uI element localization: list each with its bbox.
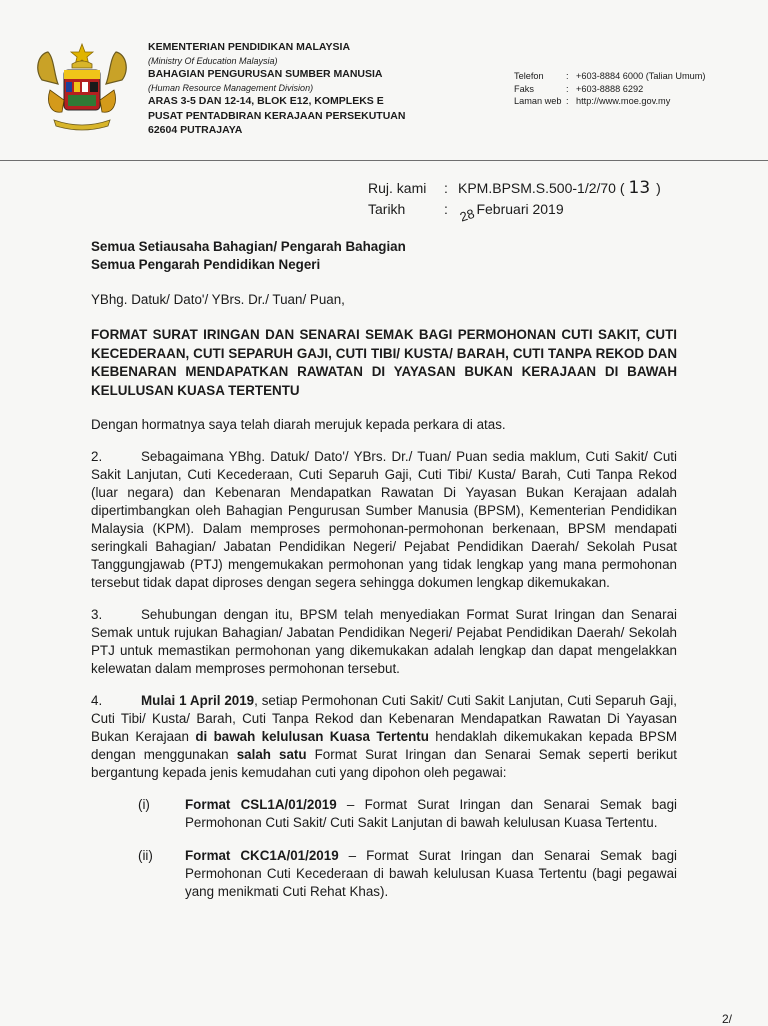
paragraph-text: hendaklah dikemukakan kepada BPSM dengan menggunakan bbox=[91, 729, 677, 762]
contact-separator: : bbox=[566, 96, 569, 106]
address-line-3: 62604 PUTRAJAYA bbox=[148, 124, 243, 136]
paragraph-text: , setiap Permohonan Cuti Sakit/ Cuti Sakit Lanjutan, Cuti Separuh Gaji, Cuti Tibi/ Kusta/ Barah, Cuti Tanpa Rekod dan Kebenaran Mendapatkan Rawatan Di Yayasan Bukan Kerajaan bbox=[91, 693, 677, 744]
effective-date: Mulai 1 April 2019 bbox=[141, 693, 255, 708]
contact-label: Laman web bbox=[514, 96, 562, 106]
letterhead-address bbox=[148, 40, 508, 138]
format-description: – Format Surat Iringan dan Senarai Semak bagi Permohonan Cuti Kecederaan di bawah kelulusan Kuasa Tertentu (bagi pegawai yang menikmati Cuti Rehat Khas). bbox=[185, 848, 678, 899]
salutation: YBhg. Datuk/ Dato'/ YBrs. Dr./ Tuan/ Puan, bbox=[91, 292, 345, 307]
list-item-number: (ii) bbox=[138, 848, 153, 863]
list-item-number: (i) bbox=[138, 797, 150, 812]
contact-label: Faks bbox=[514, 83, 534, 94]
letter-body bbox=[91, 238, 677, 916]
date-label: Tarikh bbox=[368, 201, 406, 217]
address-line-2: PUSAT PENTADBIRAN KERAJAAN PERSEKUTUAN bbox=[148, 109, 406, 122]
addressee-line: Semua Setiausaha Bahagian/ Pengarah Bahagian bbox=[91, 239, 406, 254]
paragraph-text: Format Surat Iringan dan Senarai Semak seperti berikut bergantung kepada jenis kemudahan cuti yang dipohon oleh pegawai: bbox=[91, 747, 677, 780]
paragraph-text: Sebagaimana YBhg. Datuk/ Dato'/ YBrs. Dr./ Tuan/ Puan sedia maklum, Cuti Sakit/ Cuti Sakit Lanjutan, Cuti Kecederaan, Cuti Separuh Gaji, Cuti Tibi/ Kusta/ Barah, Cuti Tanpa Rekod (luar negara) dan Kebenaran Mendapatkan Rawatan Di Yayasan Bukan Kerajaan adalah dipertimbangkan oleh Bahagian Pengurusan Sumber Manusia (BPSM), Kementerian Pendidikan Malaysia (KPM). Dalam memproses permohonan-permohonan berkenaan, BPSM mendapati seringkali Bahagian/ Jabatan Pendidikan Negeri/ Pejabat Pendidikan Daerah/ Sekolah Pusat Tanggungjawab (PTJ) mengemukakan permohonan yang tidak lengkap yang mana permohonan tersebut tidak dapat diproses dengan segera sehingga dokumen lengkap dikemukakan. bbox=[91, 449, 677, 590]
letterhead-divider bbox=[0, 160, 768, 161]
emphasis-one-of: salah satu bbox=[236, 747, 307, 762]
reference-block bbox=[368, 178, 661, 225]
letter-subject: FORMAT SURAT IRINGAN DAN SENARAI SEMAK BAGI PERMOHONAN CUTI SAKIT, CUTI KECEDERAAN, CUTI SEPARUH GAJI, CUTI TIBI/ KUSTA/ BARAH, CUTI TANPA REKOD DAN KEBENARAN MENDAPATKAN RAWATAN DI YAYASAN BUKAN KERAJAAN DI BAWAH KELULUSAN KUASA TERTENTU bbox=[91, 327, 677, 398]
contact-website bbox=[514, 95, 764, 108]
reference-row bbox=[368, 178, 661, 199]
paragraph-number: 3. bbox=[91, 607, 103, 622]
reference-close: ) bbox=[656, 180, 661, 196]
list-item bbox=[91, 796, 677, 832]
paragraph-3 bbox=[91, 606, 677, 678]
addressee bbox=[91, 238, 677, 274]
opening-paragraph: Dengan hormatnya saya telah diarah merujuk kepada perkara di atas. bbox=[91, 417, 506, 432]
format-code: Format CKC1A/01/2019 bbox=[185, 848, 339, 863]
paragraph-2 bbox=[91, 448, 677, 592]
division-name-en: (Human Resource Management Division) bbox=[148, 82, 314, 93]
addressee-line: Semua Pengarah Pendidikan Negeri bbox=[91, 257, 321, 272]
contact-fax bbox=[514, 83, 764, 96]
ministry-name-en: (Ministry Of Education Malaysia) bbox=[148, 55, 278, 66]
list-item bbox=[91, 847, 677, 901]
page-continuation-mark: 2/ bbox=[722, 1012, 733, 1026]
reference-separator: : bbox=[444, 180, 448, 196]
date-row bbox=[368, 199, 661, 225]
format-code: Format CSL1A/01/2019 bbox=[185, 797, 337, 812]
division-name: BAHAGIAN PENGURUSAN SUMBER MANUSIA bbox=[148, 68, 383, 80]
paragraph-number: 2. bbox=[91, 449, 103, 464]
contact-separator: : bbox=[566, 71, 569, 81]
contact-value: +603-8888 6292 bbox=[576, 83, 644, 94]
format-description: – Format Surat Iringan dan Senarai Semak bagi Permohonan Cuti Sakit/ Cuti Sakit Lanjutan di bawah kelulusan Kuasa Tertentu. bbox=[185, 797, 677, 830]
contact-value: http://www.moe.gov.my bbox=[576, 96, 671, 106]
contact-label: Telefon bbox=[514, 71, 544, 81]
contact-info bbox=[514, 70, 764, 108]
format-list bbox=[91, 796, 677, 901]
paragraph-4 bbox=[91, 692, 677, 782]
authority-clause: di bawah kelulusan Kuasa Tertentu bbox=[195, 729, 429, 744]
paragraph-number: 4. bbox=[91, 693, 103, 708]
reference-label: Ruj. kami bbox=[368, 180, 427, 196]
ministry-name: KEMENTERIAN PENDIDIKAN MALAYSIA bbox=[148, 41, 351, 53]
date-value: Februari 2019 bbox=[476, 201, 564, 217]
list-item-text bbox=[185, 796, 677, 832]
handwritten-reference-number: 13 bbox=[628, 178, 651, 198]
coat-of-arms-logo bbox=[28, 40, 136, 136]
address-line-1: ARAS 3-5 DAN 12-14, BLOK E12, KOMPLEKS E bbox=[148, 95, 384, 107]
list-item-text bbox=[185, 847, 677, 901]
contact-phone bbox=[514, 70, 764, 83]
reference-value: KPM.BPSM.S.500-1/2/70 ( bbox=[458, 180, 625, 196]
contact-separator: : bbox=[566, 83, 569, 94]
date-separator: : bbox=[444, 201, 448, 217]
contact-value: +603-8884 6000 (Talian Umum) bbox=[576, 71, 706, 81]
handwritten-date: 28 bbox=[457, 205, 477, 225]
paragraph-text: Sehubungan dengan itu, BPSM telah menyediakan Format Surat Iringan dan Senarai Semak untuk rujukan Bahagian/ Jabatan Pendidikan Negeri/ Pejabat Pendidikan Daerah/ Sekolah PTJ untuk memastikan permohonan yang dikemukakan adalah lengkap dan dapat mengelakkan kelewatan dalam memproses permohonan tersebut. bbox=[91, 607, 677, 676]
